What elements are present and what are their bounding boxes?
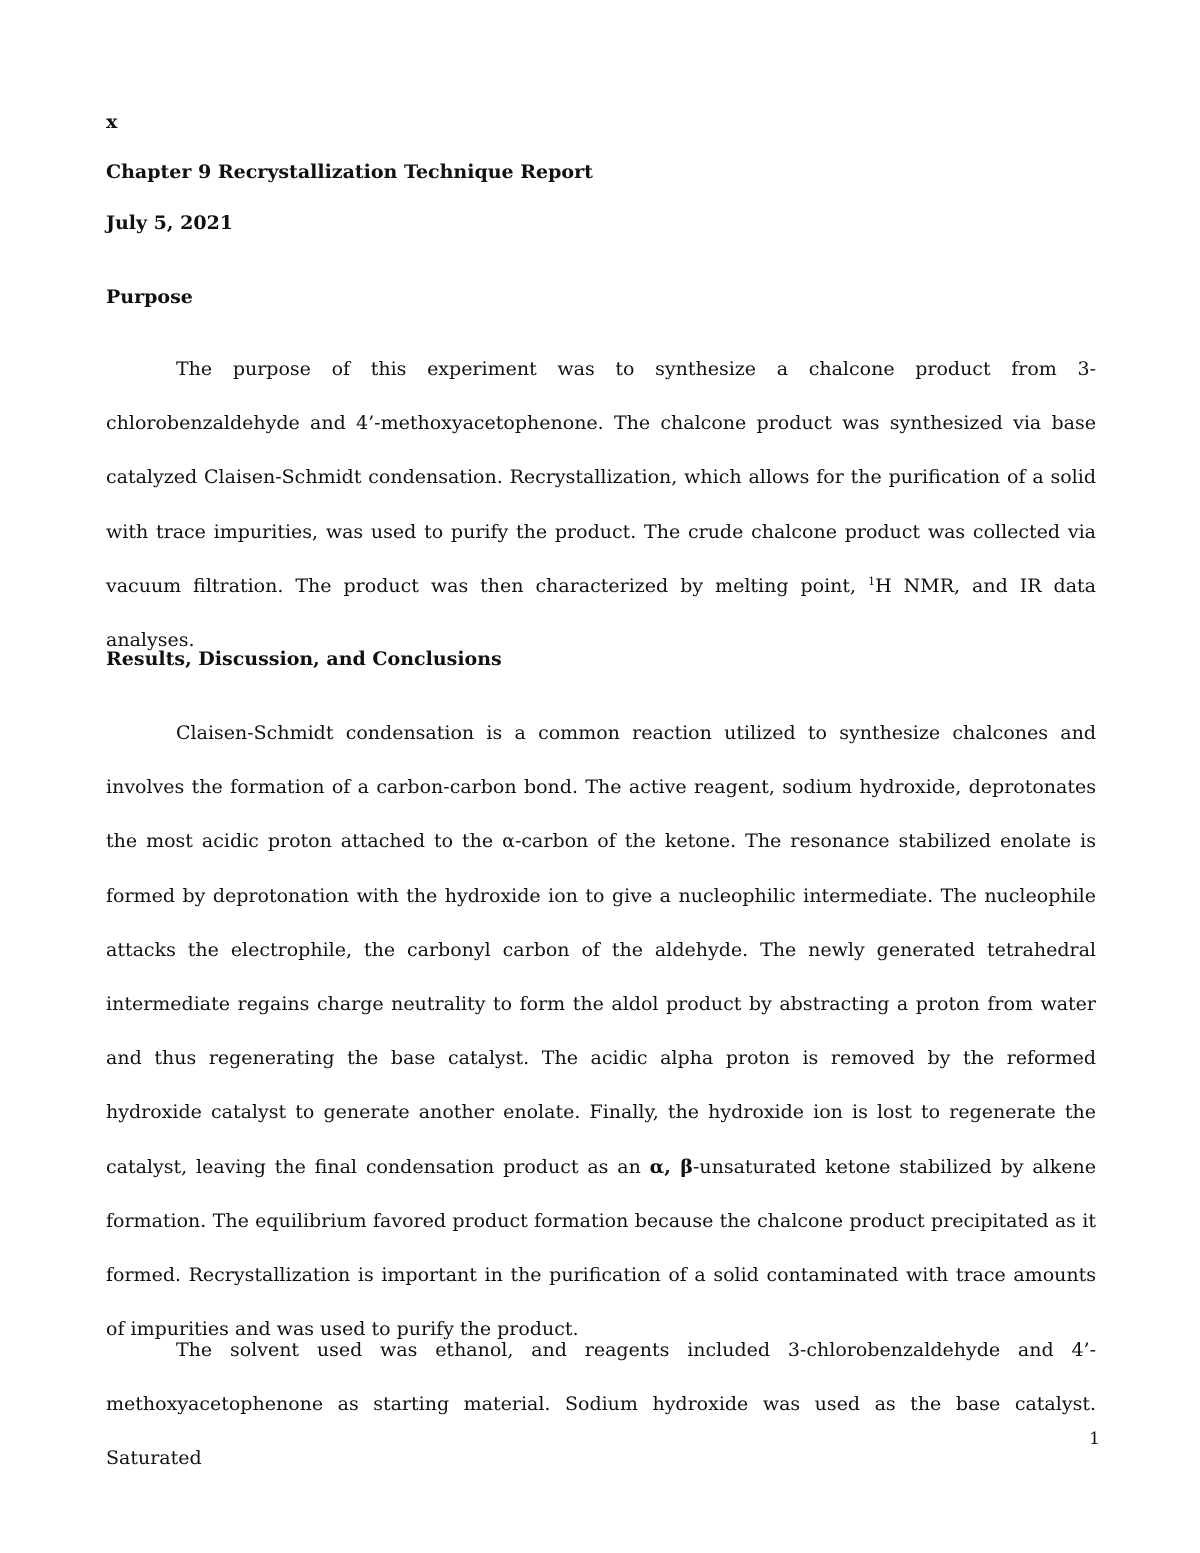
results-para2-text: The solvent used was ethanol, and reagents included 3-chlorobenzaldehyde and 4’-methoxyacetophenone as starting material. Sodium hydroxide was used as the base catalyst. Saturated xyxy=(106,1339,1096,1470)
purpose-text-part2: H NMR, and IR data analyses. xyxy=(106,574,1096,652)
report-date: July 5, 2021 xyxy=(106,212,234,234)
nmr-superscript: 1 xyxy=(868,574,876,588)
results-paragraph-1 xyxy=(106,706,1096,1356)
results-heading: Results, Discussion, and Conclusions xyxy=(106,648,502,670)
results-para1-part2: -unsaturated ketone stabilized by alkene formation. The equilibrium favored product formation because the chalcone product precipitated as it formed. Recrystallization is important in the purification of a solid contaminated with trace amounts of impurities and was used to purify the product. xyxy=(106,1155,1096,1341)
purpose-text-part1: The purpose of this experiment was to synthesize a chalcone product from 3-chlorobenzaldehyde and 4’-methoxyacetophenone. The chalcone product was synthesized via base catalyzed Claisen-Schmidt condensation. Recrystallization, which allows for the purification of a solid with trace impurities, was used to purify the product. The crude chalcone product was collected via vacuum filtration. The product was then characterized by melting point, xyxy=(106,358,1096,597)
header-mark: x xyxy=(106,111,118,133)
results-para1-part1: Claisen-Schmidt condensation is a common reaction utilized to synthesize chalcones and involves the formation of a carbon-carbon bond. The active reagent, sodium hydroxide, deprotonates the most acidic proton attached to the α-carbon of the ketone. The resonance stabilized enolate is formed by deprotonation with the hydroxide ion to give a nucleophilic intermediate. The nucleophile attacks the electrophile, the carbonyl carbon of the aldehyde. The newly generated tetrahedral intermediate regains charge neutrality to form the aldol product by abstracting a proton from water and thus regenerating the base catalyst. The acidic alpha proton is removed by the reformed hydroxide catalyst to generate another enolate. Finally, the hydroxide ion is lost to regenerate the catalyst, leaving the final condensation product as an xyxy=(106,722,1096,1178)
purpose-heading: Purpose xyxy=(106,286,193,308)
purpose-paragraph xyxy=(106,342,1096,667)
page-number: 1 xyxy=(1089,1429,1100,1449)
results-paragraph-2 xyxy=(106,1323,1096,1486)
alpha-beta-symbols: α, β xyxy=(649,1155,693,1178)
report-title: Chapter 9 Recrystallization Technique Report xyxy=(106,161,593,183)
